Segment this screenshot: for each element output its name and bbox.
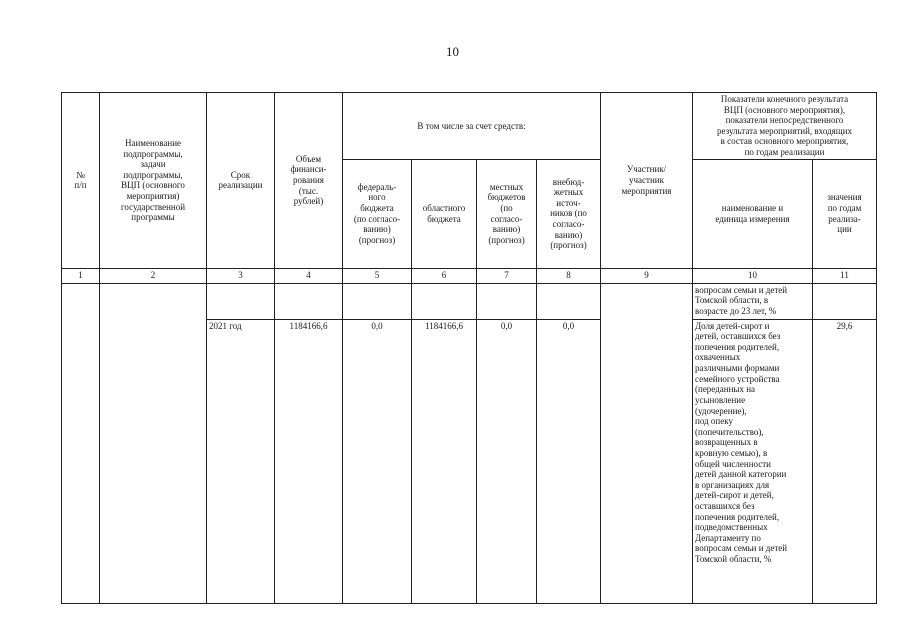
cell-extrabudget — [537, 283, 601, 319]
column-number: 2 — [100, 268, 207, 283]
cell-indicator-name: Доля детей-сирот и детей, оставшихся без попечения родителей, охваченных различными формами семейного устройства (переданных на усыновление (удочерение), под опеку (попечительство), возвращенных в кровную семью), в общей численности детей данной категории в организациях для детей-сирот и детей, оставшихся без попечения родителей, подведомственных Департаменту по вопросам семьи и детей Томской области, % — [693, 319, 813, 603]
cell-volume: 1184166,6 — [275, 319, 343, 603]
header-regional: областного бюджета — [412, 159, 477, 268]
column-number: 6 — [412, 268, 477, 283]
cell-federal — [343, 283, 412, 319]
column-number: 5 — [343, 268, 412, 283]
column-number: 9 — [601, 268, 693, 283]
header-number: № п/п — [62, 93, 100, 269]
cell-indicator-value: 29,6 — [813, 319, 877, 603]
column-number: 1 — [62, 268, 100, 283]
header-federal: федераль- ного бюджета (по согласо- ванию) (прогноз) — [343, 159, 412, 268]
cell-indicator-value — [813, 283, 877, 319]
cell-local: 0,0 — [477, 319, 537, 603]
page-number: 10 — [446, 44, 459, 59]
cell-participant — [601, 283, 693, 603]
header-funds-group: В том числе за счет средств: — [343, 93, 601, 160]
cell-indicator-name: вопросам семьи и детей Томской области, в возрасте до 23 лет, % — [693, 283, 813, 319]
cell-period — [207, 283, 275, 319]
header-volume: Объем финанси- рования (тыс. рублей) — [275, 93, 343, 269]
header-participant: Участник/ участник мероприятия — [601, 93, 693, 269]
cell-number — [62, 283, 100, 603]
program-table — [61, 92, 877, 604]
column-number: 7 — [477, 268, 537, 283]
cell-local — [477, 283, 537, 319]
header-extrabudget: внебюд- жетных источ- ников (по согласо- ванию) (прогноз) — [537, 159, 601, 268]
column-number: 3 — [207, 268, 275, 283]
cell-federal: 0,0 — [343, 319, 412, 603]
cell-period: 2021 год — [207, 319, 275, 603]
cell-regional: 1184166,6 — [412, 319, 477, 603]
header-name: Наименование подпрограммы, задачи подпрограммы, ВЦП (основного мероприятия) государственной программы — [100, 93, 207, 269]
header-indicators-group: Показатели конечного результата ВЦП (основного мероприятия), показатели непосредственного результата мероприятий, входящих в состав основного мероприятия, по годам реализации — [693, 93, 877, 160]
header-indicator-name: наименование и единица измерения — [693, 159, 813, 268]
header-local: местных бюджетов (по согласо- ванию) (прогноз) — [477, 159, 537, 268]
cell-regional — [412, 283, 477, 319]
cell-program-name — [100, 283, 207, 603]
column-number: 10 — [693, 268, 813, 283]
header-indicator-value: значения по годам реализа- ции — [813, 159, 877, 268]
cell-extrabudget: 0,0 — [537, 319, 601, 603]
header-period: Срок реализации — [207, 93, 275, 269]
column-number: 8 — [537, 268, 601, 283]
column-number: 4 — [275, 268, 343, 283]
column-number: 11 — [813, 268, 877, 283]
cell-volume — [275, 283, 343, 319]
